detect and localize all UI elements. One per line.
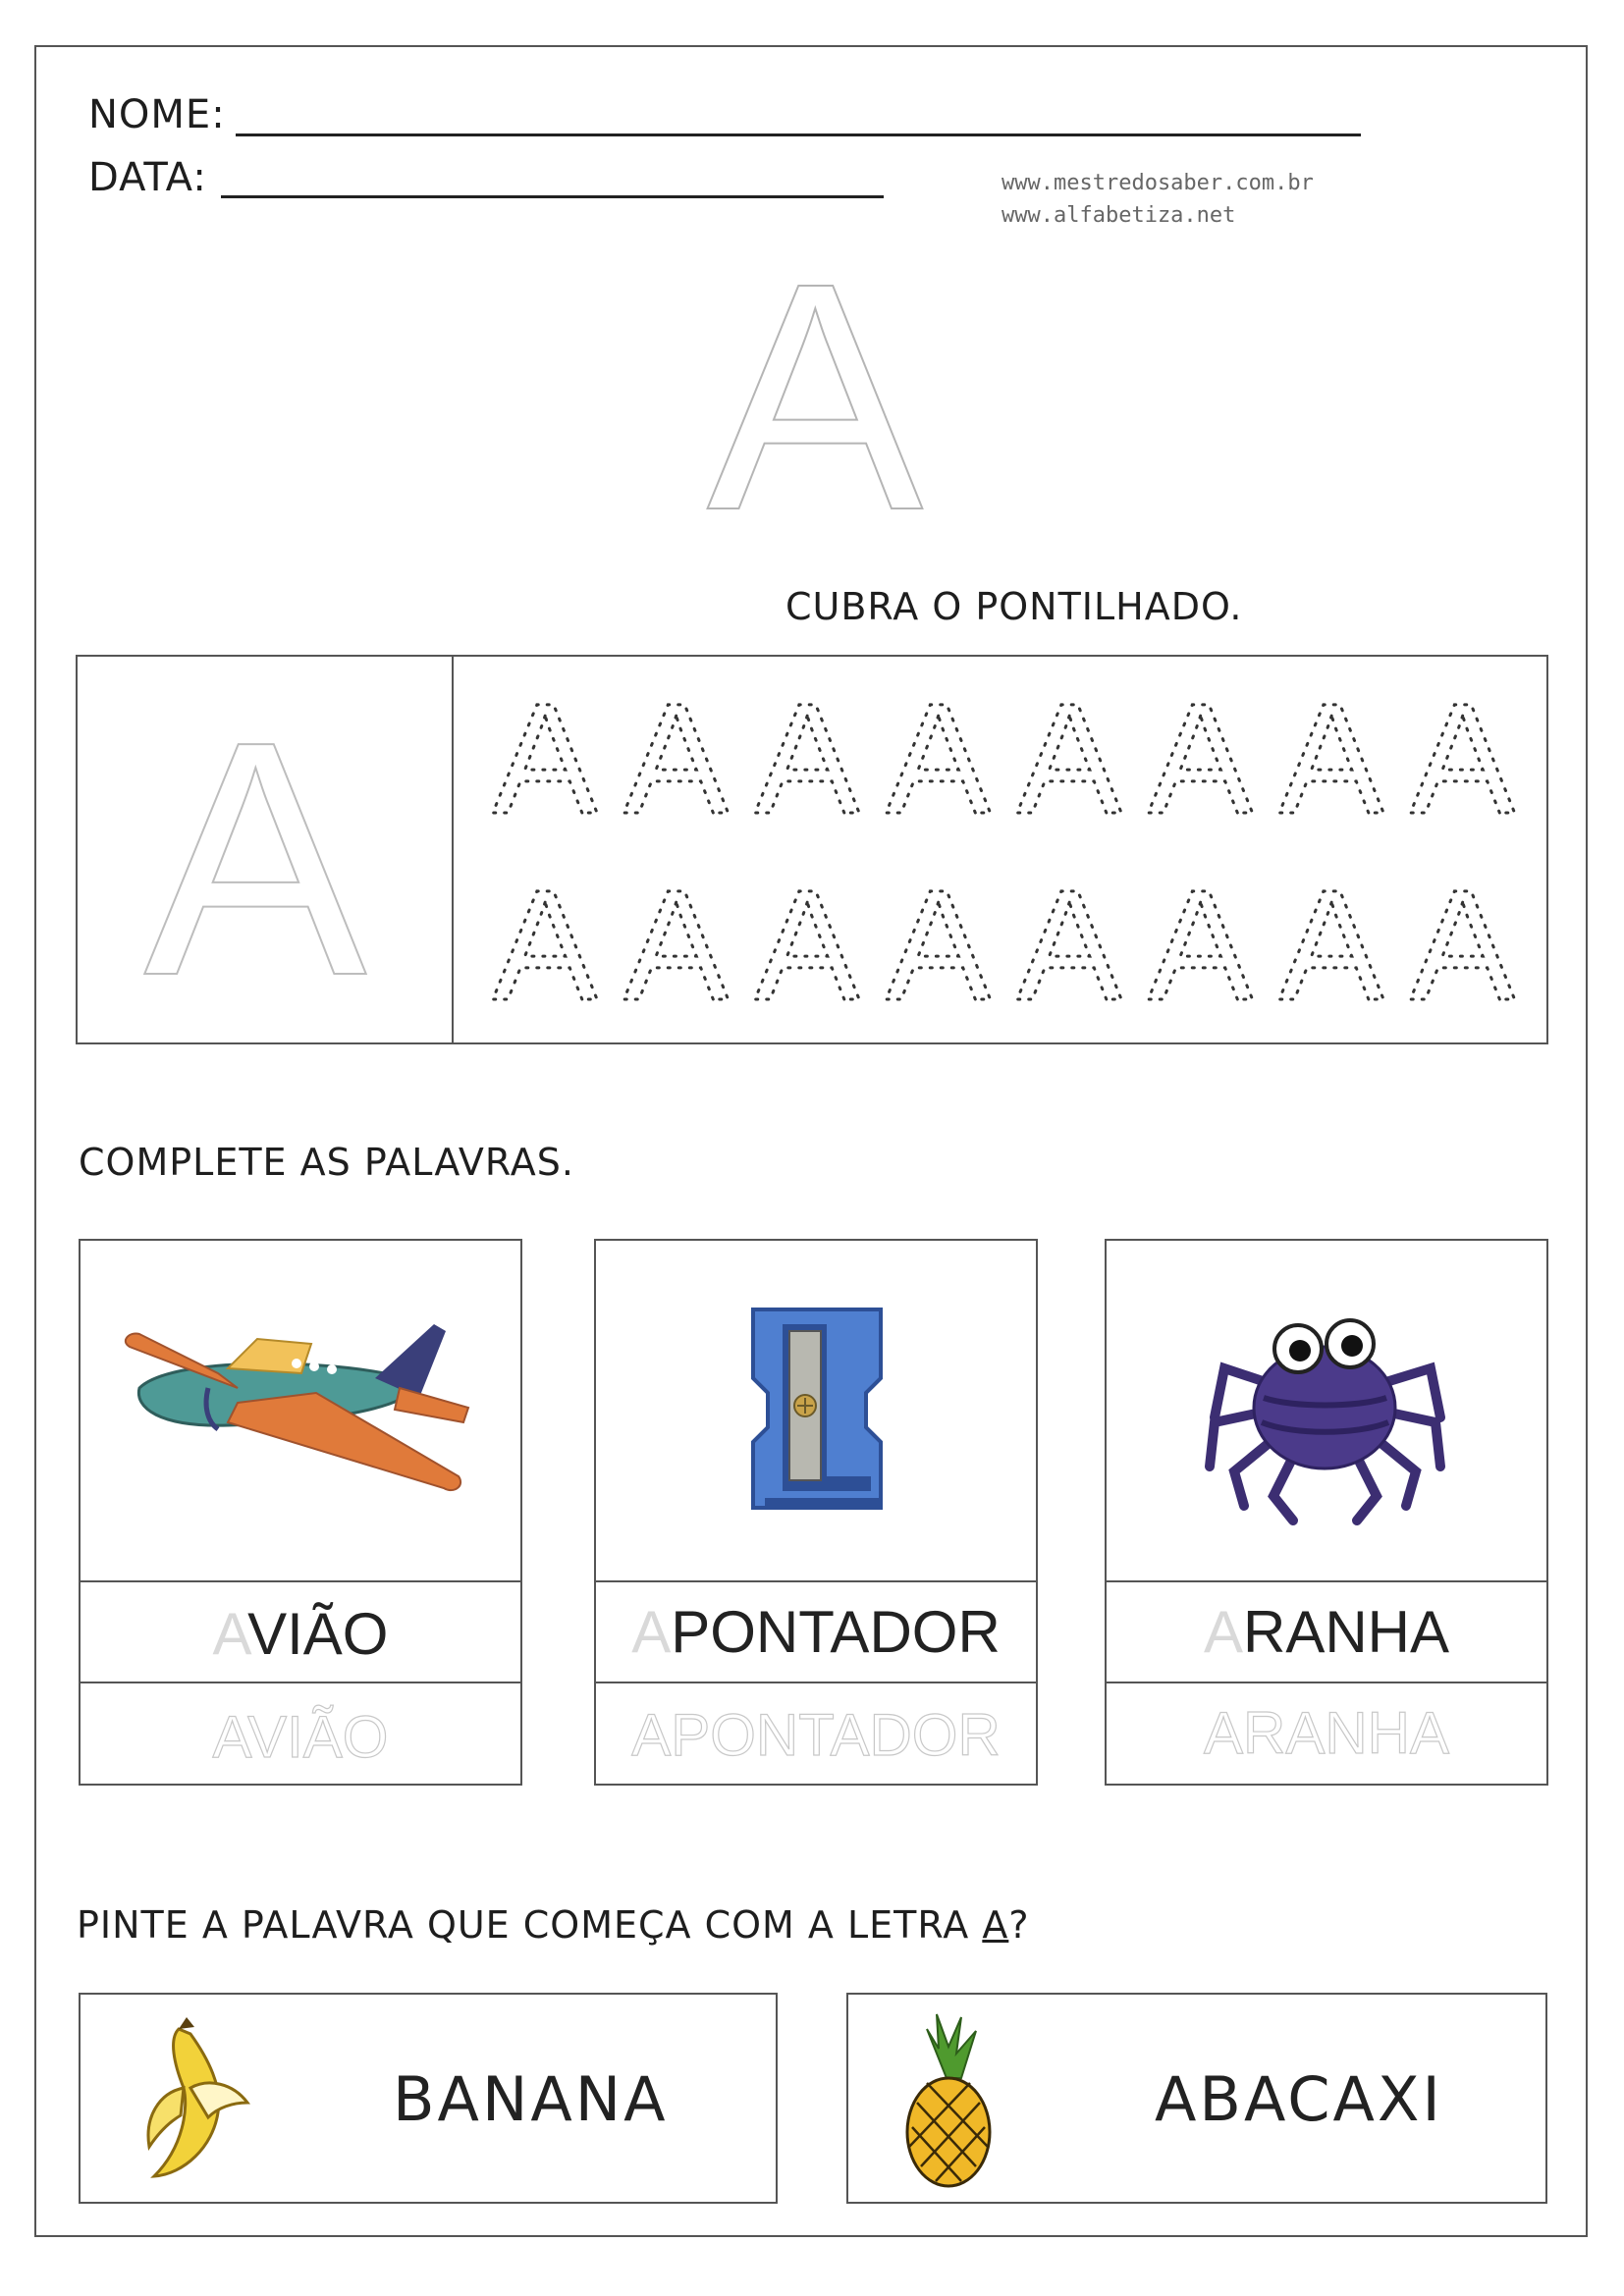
option-word-abacaxi: ABACAXI (1155, 2063, 1443, 2135)
dotted-letter[interactable] (493, 670, 598, 846)
trace-word-apontador[interactable]: APONTADOR (631, 1702, 1001, 1768)
paint-instruction: PINTE A PALAVRA QUE COMEÇA COM A LETRA A? (77, 1903, 1030, 1947)
dotted-letter[interactable] (886, 670, 991, 846)
card-trace-cell (594, 1682, 1038, 1786)
model-letter (128, 717, 403, 991)
name-label: NOME: (88, 92, 226, 137)
card-word-cell (79, 1580, 522, 1683)
dotted-letter[interactable] (886, 857, 991, 1033)
dotted-letter-glyph: A (1278, 857, 1384, 1033)
dotted-letter-glyph: A (1278, 670, 1384, 846)
word-apontador[interactable]: APONTADOR (631, 1599, 1001, 1665)
dotted-letter[interactable] (1148, 857, 1253, 1033)
dotted-letter[interactable] (1410, 857, 1515, 1033)
name-field-line[interactable] (236, 133, 1361, 136)
dotted-letter-glyph: A (1016, 670, 1122, 846)
dotted-letter[interactable] (1017, 670, 1122, 846)
trace-instruction: CUBRA O PONTILHADO. (785, 585, 1243, 628)
date-field-line[interactable] (221, 195, 884, 198)
site-url-2: www.alfabetiza.net (1001, 203, 1236, 228)
dotted-letter[interactable] (623, 670, 729, 846)
dotted-letter-glyph: A (1016, 857, 1122, 1033)
option-banana[interactable] (79, 1993, 778, 2204)
date-label: DATA: (88, 155, 207, 200)
site-url-1: www.mestredosaber.com.br (1001, 171, 1314, 195)
dotted-letter-glyph: A (754, 857, 860, 1033)
trace-word-avião[interactable]: AVIÃO (212, 1704, 389, 1770)
dotted-letter-glyph: A (623, 857, 729, 1033)
dotted-letter[interactable] (755, 670, 860, 846)
sharpener-icon (596, 1241, 1036, 1580)
card-image-cell (79, 1239, 522, 1582)
dotted-letter-glyph: A (1410, 670, 1515, 846)
dotted-letter-glyph: A (754, 670, 860, 846)
spider-icon (1107, 1241, 1546, 1580)
dotted-letter-glyph: A (886, 670, 991, 846)
dotted-letter[interactable] (1279, 857, 1384, 1033)
svg-text:A: A (706, 265, 924, 520)
card-trace-cell (1105, 1682, 1548, 1786)
dotted-letter[interactable] (1148, 670, 1253, 846)
card-trace-cell (79, 1682, 522, 1786)
dotted-letter-glyph: A (1410, 857, 1515, 1033)
option-abacaxi[interactable] (846, 1993, 1547, 2204)
banana-icon (130, 2009, 267, 2191)
dotted-letter[interactable] (623, 857, 729, 1033)
airplane-icon (81, 1241, 520, 1580)
card-word-cell (1105, 1580, 1548, 1683)
card-image-cell (594, 1239, 1038, 1582)
card-word-cell (594, 1580, 1038, 1683)
dotted-letters-grid[interactable] (461, 667, 1542, 1041)
dotted-letter-glyph: A (1148, 670, 1253, 846)
big-outline-letter (687, 265, 943, 520)
dotted-letter[interactable] (1017, 857, 1122, 1033)
svg-text:A: A (143, 717, 367, 991)
dotted-letter-glyph: A (492, 670, 598, 846)
word-aranha[interactable]: ARANHA (1203, 1599, 1450, 1665)
card-image-cell (1105, 1239, 1548, 1582)
pineapple-icon (878, 2009, 1015, 2196)
dotted-letter-glyph: A (886, 857, 991, 1033)
complete-instruction: COMPLETE AS PALAVRAS. (79, 1141, 574, 1184)
dotted-letter[interactable] (755, 857, 860, 1033)
dotted-letter-glyph: A (492, 857, 598, 1033)
word-avião[interactable]: AVIÃO (212, 1601, 389, 1667)
dotted-letter[interactable] (493, 857, 598, 1033)
trace-table-divider (452, 655, 454, 1044)
trace-word-aranha[interactable]: ARANHA (1203, 1700, 1450, 1766)
dotted-letter-glyph: A (1148, 857, 1253, 1033)
dotted-letter-glyph: A (623, 670, 729, 846)
option-word-banana: BANANA (393, 2063, 669, 2135)
dotted-letter[interactable] (1410, 670, 1515, 846)
dotted-letter[interactable] (1279, 670, 1384, 846)
